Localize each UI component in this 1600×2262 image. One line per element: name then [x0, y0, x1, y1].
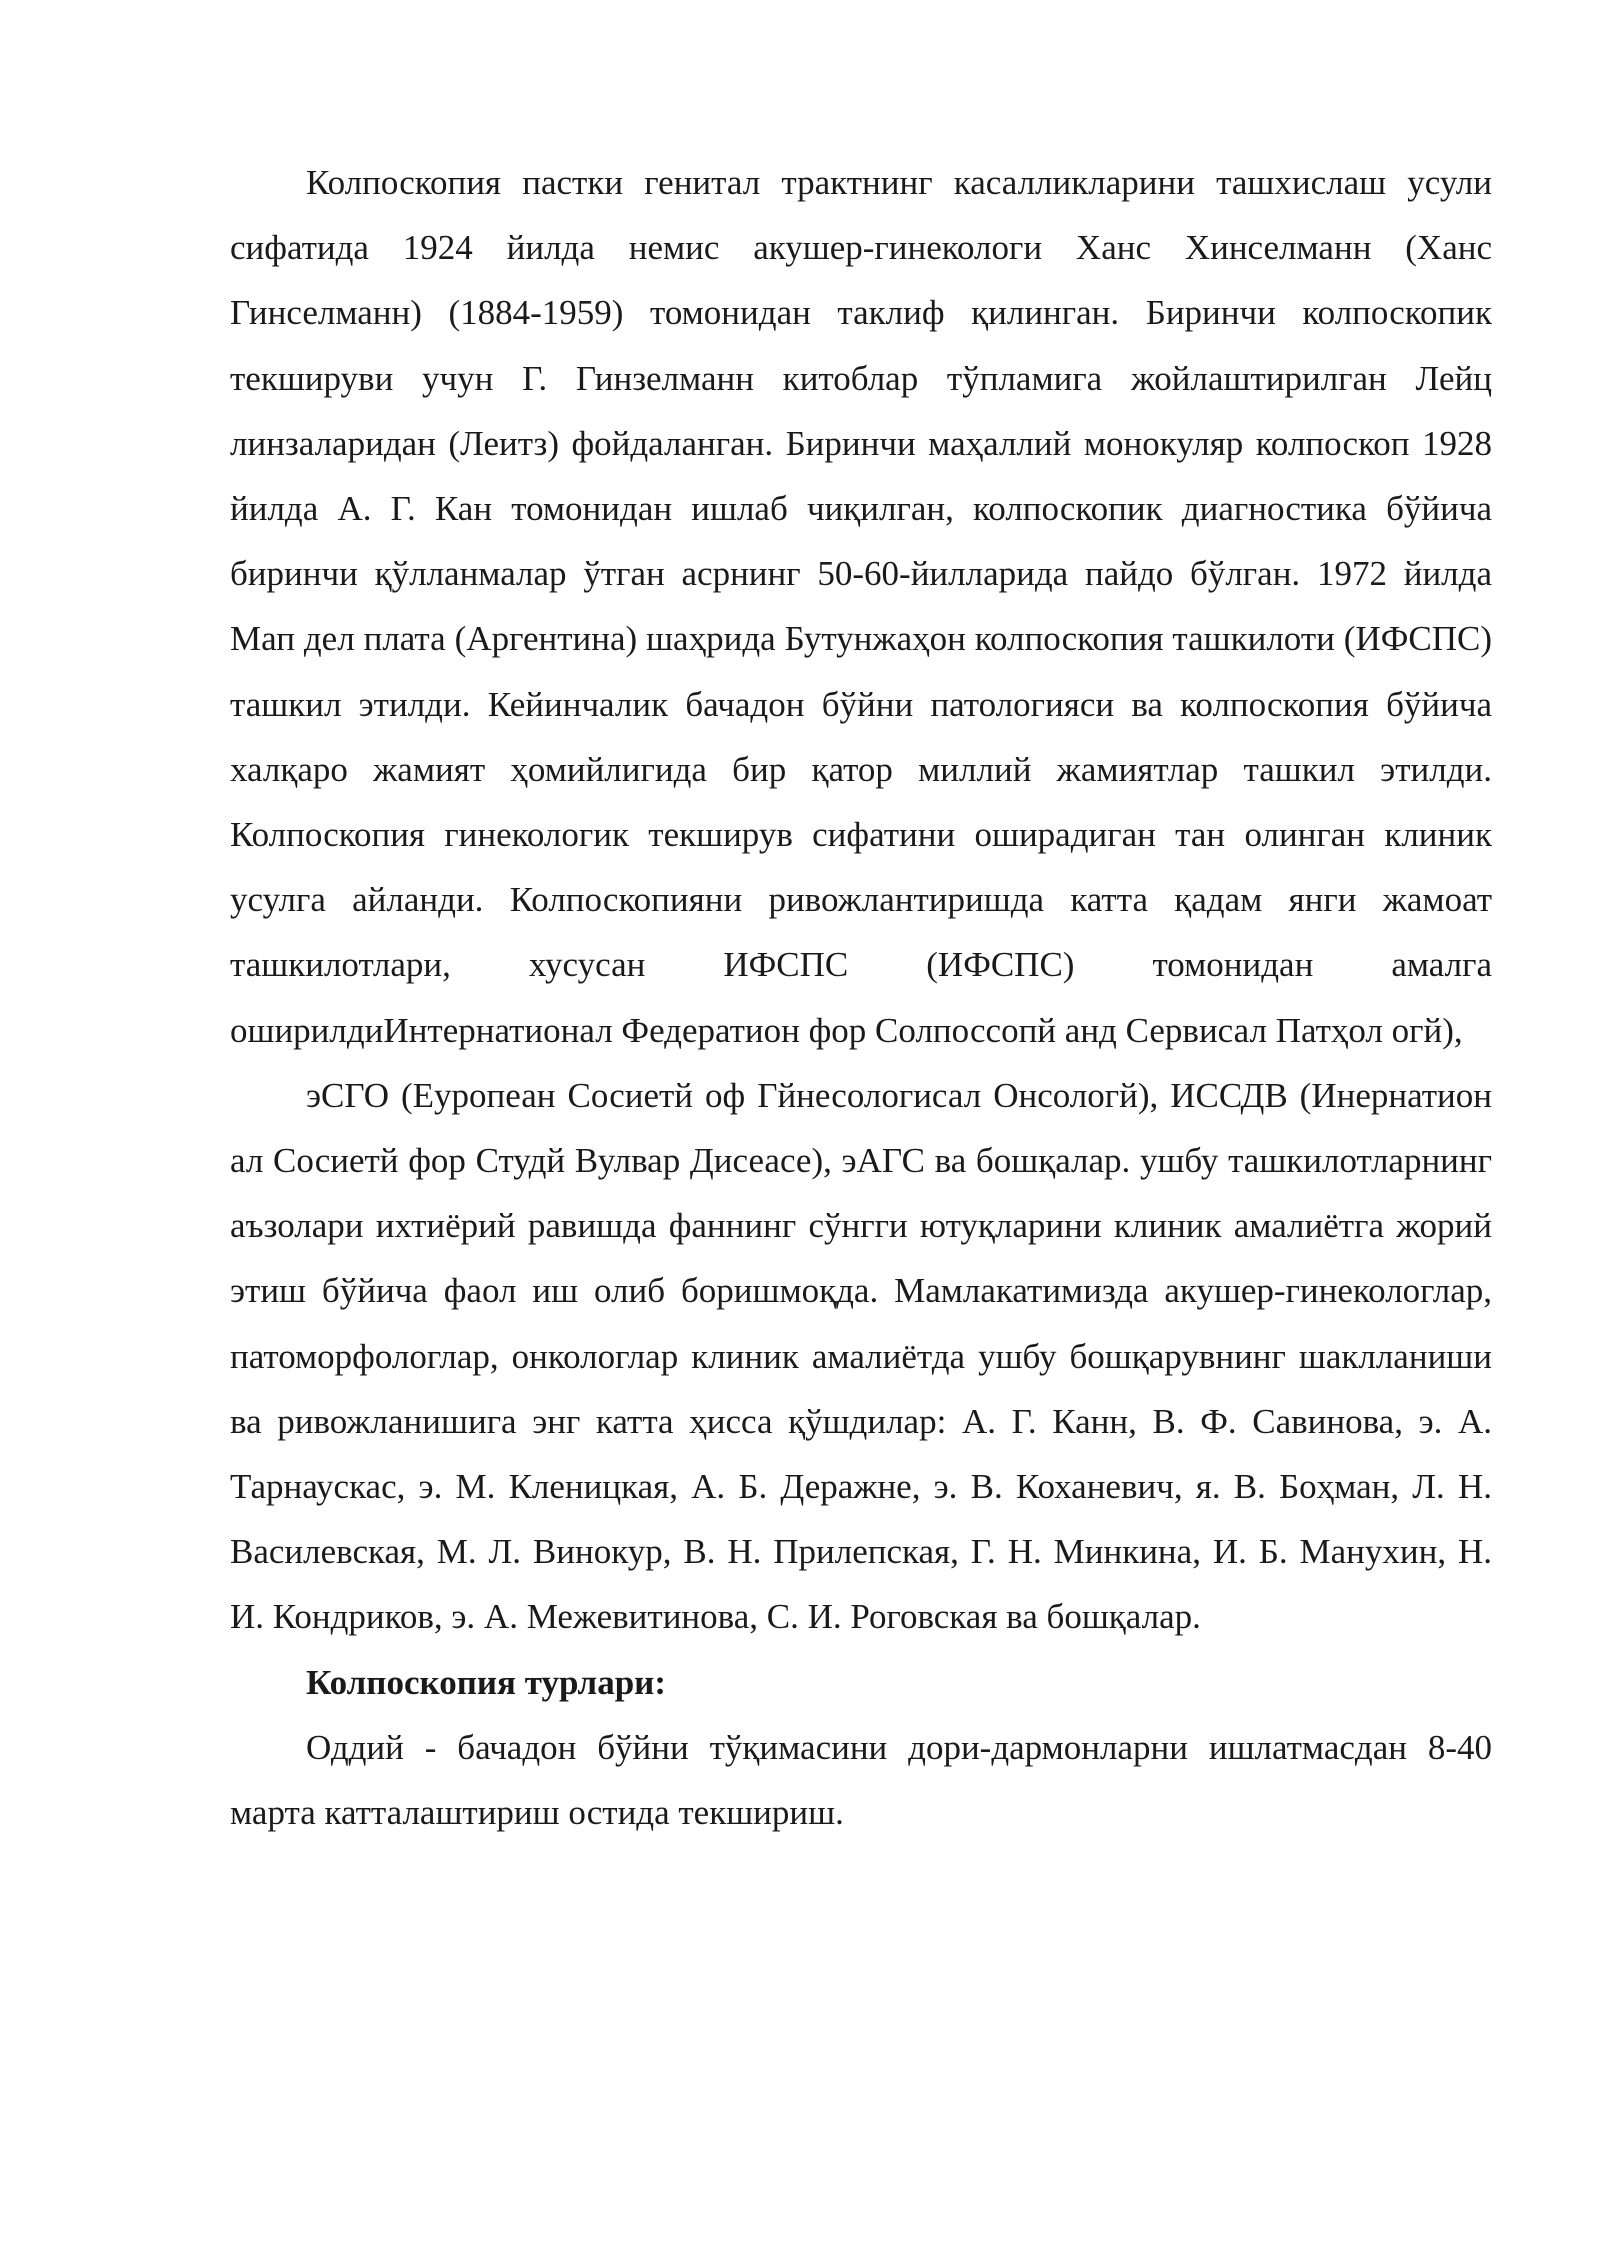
paragraph-colposcopy-history: Колпоскопия пастки генитал трактнинг касалликларини ташхислаш усули сифатида 1924 йилда немис акушер-гинекологи Ханс Хинселманн (Ханс Гинселманн) (1884-1959) томонидан таклиф қилинган. Биринчи колпоскопик текшируви учун Г. Гинзелманн китоблар тўпламига жойлаштирилган Лейц линзаларидан (Леитз) фойдаланган. Биринчи маҳаллий монокуляр колпоскоп 1928 йилда А. Г. Кан томонидан ишлаб чиқилган, колпоскопик диагностика бўйича биринчи қўлланмалар ўтган асрнинг 50-60-йилларида пайдо бўлган. 1972 йилда Мап дел плата (Аргентина) шаҳрида Бутунжаҳон колпоскопия ташкилоти (ИФСПС) ташкил этилди. Кейинчалик бачадон бўйни патологияси ва колпоскопия бўйича халқаро жамият ҳомийлигида бир қатор миллий жамиятлар ташкил этилди. Колпоскопия гинекологик текширув сифатини оширадиган тан олинган клиник усулга айланди. Колпоскопияни ривожлантиришда катта қадам янги жамоат ташкилотлари, хусусан ИФСПС (ИФСПС) томонидан амалга оширилдиИнтернатионал Федератион фор Солпоссопй анд Сервисал Патҳол огй), — [230, 163, 1492, 1050]
document-body — [230, 150, 1492, 1845]
section-heading-colposcopy-types: Колпоскопия турлари: — [306, 1662, 666, 1702]
paragraph-simple-colposcopy: Оддий - бачадон бўйни тўқимасини дори-дармонларни ишлатмасдан 8-40 марта катталаштириш остида текшириш. — [230, 1727, 1492, 1833]
paragraph-organizations-contributors: эСГО (Еуропеан Сосиетй оф Гйнесологисал Онсологй), ИССДВ (Инернатион ал Сосиетй фор Студй Вулвар Дисеасе), эАГС ва бошқалар. ушбу ташкилотларнинг аъзолари ихтиёрий равишда фаннинг сўнгги ютуқларини клиник амалиётга жорий этиш бўйича фаол иш олиб боришмоқда. Мамлакатимизда акушер-гинекологлар, патоморфологлар, онкологлар клиник амалиётда ушбу бошқарувнинг шаклланиши ва ривожланишига энг катта ҳисса қўшдилар: А. Г. Канн, В. Ф. Савинова, э. А. Тарнаускас, э. М. Кленицкая, А. Б. Деражне, э. В. Коханевич, я. В. Боҳман, Л. Н. Василевская, М. Л. Винокур, В. Н. Прилепская, Г. Н. Минкина, И. Б. Манухин, Н. И. Кондриков, э. А. Межевитинова, С. И. Роговская ва бошқалар. — [230, 1075, 1492, 1637]
